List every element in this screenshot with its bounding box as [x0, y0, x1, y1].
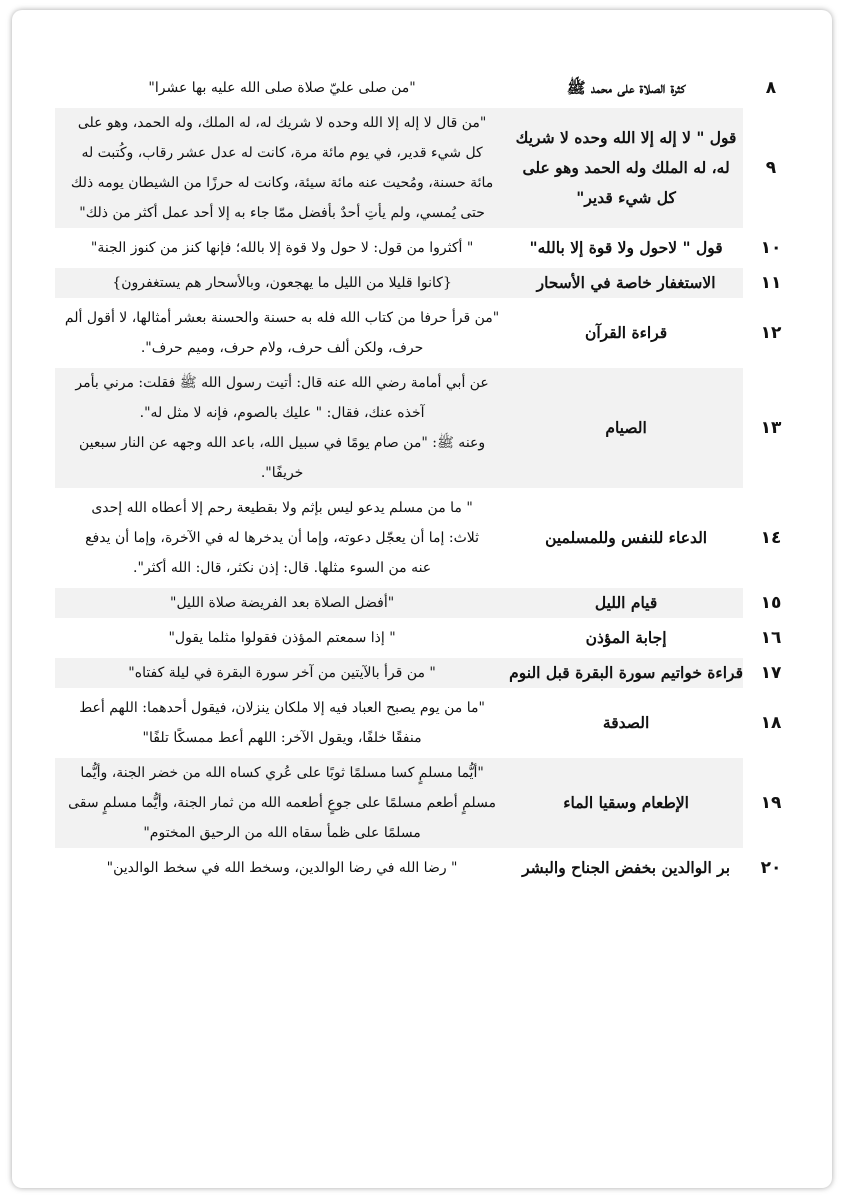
deed-evidence-text [55, 493, 509, 583]
deed-evidence-text [55, 623, 509, 653]
deed-title-line: الدعاء للنفس وللمسلمين [545, 528, 708, 547]
row-number: ١٦ [760, 628, 782, 648]
evidence-line: "أفضل الصلاة بعد الفريضة صلاة الليل" [170, 595, 395, 611]
row-number: ١٧ [760, 663, 782, 683]
deed-title [509, 268, 743, 298]
table-row [55, 493, 799, 583]
evidence-line: "أيُّما مسلمٍ كسا مسلمًا ثوبًا على عُري كساه الله من خضر الجنة، وأيُّما [80, 765, 484, 781]
evidence-line: " أكثروا من قول: لا حول ولا قوة إلا بالله؛ فإنها كنز من كنوز الجنة" [90, 240, 474, 256]
deed-evidence-text [55, 588, 509, 618]
evidence-line: حرف، ولكن ألف حرف، ولام حرف، وميم حرف". [140, 340, 424, 356]
evidence-line: "ما من يوم يصبح العباد فيه إلا ملكان ينزلان، فيقول أحدهما: اللهم أعط [79, 700, 485, 716]
table-row [55, 368, 799, 488]
row-number: ١٩ [760, 793, 782, 813]
deed-title-line: له، له الملك وله الحمد وهو على [522, 158, 730, 177]
table-row [55, 758, 799, 848]
deed-title [509, 658, 743, 688]
deed-evidence-text [55, 303, 509, 363]
row-number: ١٠ [760, 238, 782, 258]
table-row [55, 108, 799, 228]
deed-evidence-text [55, 233, 509, 263]
deed-title [509, 623, 743, 653]
row-number: ١٢ [760, 323, 782, 343]
row-number: ١٨ [760, 713, 782, 733]
evidence-line: "من قرأ حرفا من كتاب الله فله به حسنة والحسنة بعشر أمثالها، لا أقول ألم [64, 310, 500, 326]
table-row [55, 693, 799, 753]
deed-title-line: قراءة خواتيم سورة البقرة قبل النوم [509, 663, 743, 682]
evidence-line: عن أبي أمامة رضي الله عنه قال: أتيت رسول الله ﷺ فقلت: مرني بأمر [75, 375, 489, 391]
deed-title [509, 853, 743, 883]
table-row [55, 233, 799, 263]
evidence-line: "من قال لا إله إلا الله وحده لا شريك له، له الملك، وله الحمد، وهو على [77, 115, 487, 131]
evidence-line: " إذا سمعتم المؤذن فقولوا مثلما يقول" [168, 630, 396, 646]
deed-evidence-text [55, 693, 509, 753]
deed-title-line: قول " لاحول ولا قوة إلا بالله" [529, 238, 723, 257]
table-row [55, 73, 799, 103]
table-row [55, 588, 799, 618]
deed-evidence-text [55, 853, 509, 883]
row-number: ٢٠ [760, 858, 782, 878]
deed-title [509, 303, 743, 363]
row-number: ١٥ [760, 593, 782, 613]
deed-title [509, 233, 743, 263]
evidence-line: عنه من السوء مثلها. قال: إذن نكثر، قال: الله أكثر". [133, 560, 432, 576]
deed-title-line: قراءة القرآن [584, 323, 668, 342]
deed-title [509, 693, 743, 753]
evidence-line: كل شيء قدير، في يوم مائة مرة، كانت له عدل عشر رقاب، وكُتبت له [81, 145, 483, 161]
deed-evidence-text [55, 758, 509, 848]
deed-title [509, 758, 743, 848]
deed-evidence-text [55, 108, 509, 228]
deed-title-line: كل شيء قدير" [576, 188, 676, 207]
deeds-table [55, 68, 799, 888]
evidence-line: ثلاث: إما أن يعجّل دعوته، وإما أن يدخرها له في الآخرة، وإما أن يدفع [85, 530, 480, 546]
deed-title-line: قيام الليل [594, 593, 658, 612]
evidence-line: "من صلى عليّ صلاة صلى الله عليه بها عشرا" [148, 80, 416, 96]
deed-title [509, 73, 743, 103]
row-number: ١٣ [760, 418, 782, 438]
deed-title-line: كثرة الصلاة على محمد ﷺ [566, 78, 686, 97]
deed-title-line: الصدقة [602, 713, 650, 732]
deed-title [509, 368, 743, 488]
evidence-line: مائة حسنة، ومُحيت عنه مائة سيئة، وكانت له حرزًا من الشيطان يومه ذلك [70, 175, 494, 191]
evidence-line: آخذه عنك، فقال: " عليك بالصوم، فإنه لا مثل له". [139, 405, 425, 421]
row-number: ٩ [765, 158, 777, 178]
evidence-line: منفقًا خلفًا، ويقول الآخر: اللهم أعط ممسكًا تلفًا" [142, 730, 422, 746]
deed-title-line: الصيام [605, 418, 647, 437]
table-row [55, 303, 799, 363]
evidence-line: {كانوا قليلا من الليل ما يهجعون، وبالأسحار هم يستغفرون} [112, 275, 452, 291]
evidence-line: وعنه ﷺ: "من صام يومًا في سبيل الله، باعد الله وجهه عن النار سبعين [79, 435, 486, 451]
evidence-line: حتى يُمسي، ولم يأتِ أحدٌ بأفضل ممّا جاء به إلا أحد عمل أكثر من ذلك" [79, 205, 485, 221]
row-number: ١٤ [760, 528, 782, 548]
evidence-line: " ما من مسلم يدعو ليس بإثم ولا بقطيعة رحم إلا أعطاه الله إحدى [91, 500, 473, 516]
row-number: ١١ [760, 273, 782, 293]
deed-title-line: بر الوالدين بخفض الجناح والبشر [522, 858, 731, 877]
deed-title [509, 588, 743, 618]
evidence-line: " رضا الله في رضا الوالدين، وسخط الله في سخط الوالدين" [106, 860, 458, 876]
evidence-line: " من قرأ بالآيتين من آخر سورة البقرة في ليلة كفتاه" [128, 665, 436, 681]
document-page [12, 10, 832, 1188]
table-row [55, 268, 799, 298]
deed-evidence-text [55, 268, 509, 298]
deed-title [509, 108, 743, 228]
deed-title-line: الإطعام وسقيا الماء [563, 793, 689, 812]
deed-evidence-text [55, 73, 509, 103]
evidence-line: مسلمٍ أطعم مسلمًا على جوعٍ أطعمه الله من ثمار الجنة، وأيُّما مسلمٍ سقى [68, 795, 497, 811]
deeds-table-body [55, 73, 799, 883]
evidence-line: مسلمًا على ظمأ سقاه الله من الرحيق المختوم" [143, 825, 421, 841]
deed-evidence-text [55, 368, 509, 488]
deed-title-line: إجابة المؤذن [585, 628, 667, 647]
deed-evidence-text [55, 658, 509, 688]
row-number: ٨ [765, 78, 777, 98]
deed-title-line: قول " لا إله إلا الله وحده لا شريك [515, 128, 737, 147]
table-row [55, 853, 799, 883]
table-row [55, 623, 799, 653]
deed-title-line: الاستغفار خاصة في الأسحار [536, 273, 716, 292]
evidence-line: خريفًا". [260, 465, 304, 481]
deed-title [509, 493, 743, 583]
table-row [55, 658, 799, 688]
